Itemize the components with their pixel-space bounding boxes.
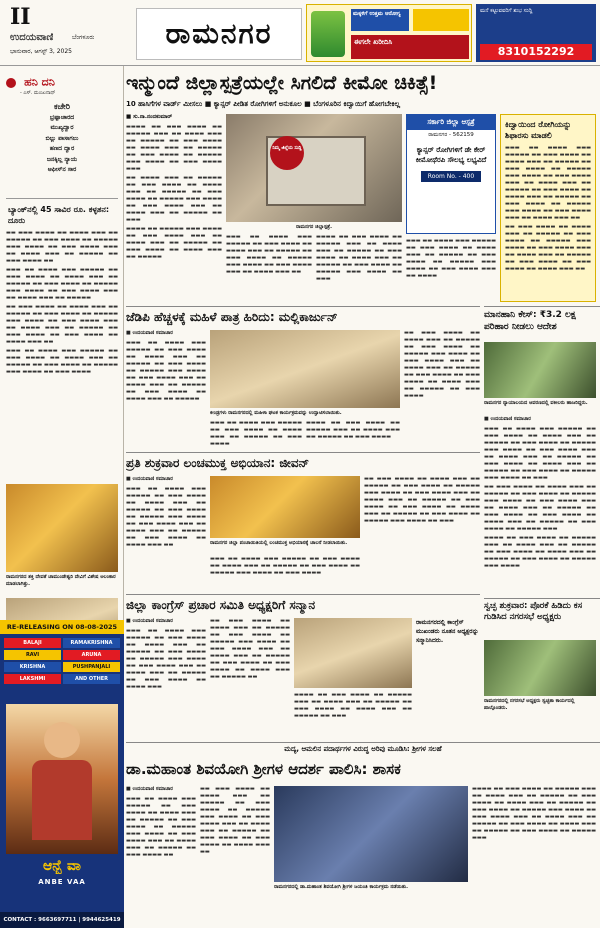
main-body-col4: ▬▬▬ ▬▬ ▬▬▬▬ ▬▬▬ ▬▬▬▬▬ ▬▬ ▬▬▬ ▬▬▬▬ ▬▬ ▬▬▬▬ ▬▬▬ ▬▬ ▬▬▬▬▬ ▬▬ ▬▬▬ ▬▬▬▬ ▬▬ ▬▬▬▬▬ ▬▬▬ ▬▬▬▬ ▬▬ ▬▬▬ ▬▬▬▬ ▬▬▬ ▬▬ ▬▬▬▬ xyxy=(406,238,496,279)
infobox-room: Room No. - 400 xyxy=(421,171,481,182)
story2-body-col2: ▬▬▬ ▬▬ ▬▬▬▬ ▬▬▬ ▬▬▬▬▬ ▬▬ ▬▬▬ ▬▬▬▬ ▬▬ ▬▬▬▬ ▬▬▬ ▬▬ ▬▬▬▬▬ ▬▬ ▬▬▬ ▬▬▬▬ xyxy=(210,420,302,447)
story3-byline: ■ ಉದಯವಾಣಿ ಸಮಾಚಾರ xyxy=(484,416,531,422)
ad-banner-strip xyxy=(413,9,469,31)
hospital-photo-caption: ರಾಮನಗರ ಜಿಲ್ಲಾಸ್ಪತ್ರೆ. xyxy=(296,224,332,230)
main-byline: ■ ಸು.ನಾ.ನಂದಕುಮಾರ್ xyxy=(126,114,173,120)
masthead-ad-health xyxy=(306,4,472,62)
story4-body-col1: ▬▬▬ ▬▬ ▬▬▬▬ ▬▬▬ ▬▬▬▬▬ ▬▬ ▬▬▬ ▬▬▬▬ ▬▬ ▬▬▬▬ ▬▬▬ ▬▬ ▬▬▬▬▬ ▬▬ ▬▬▬ ▬▬▬▬ ▬▬ ▬▬▬▬▬ ▬▬▬ ▬▬▬▬ ▬▬ ▬▬▬ ▬▬▬▬ ▬▬▬ ▬▬ ▬▬▬▬ ▬▬▬ ▬▬ ▬▬▬▬▬ ▬▬ ▬▬▬ ▬▬▬▬ ▬▬ ▬▬▬▬ ▬▬▬ ▬▬ xyxy=(126,486,206,548)
hanidani-title: ಹನಿ ದನಿ xyxy=(24,75,55,89)
story2-byline: ■ ಉದಯವಾಣಿ ಸಮಾಚಾರ xyxy=(126,330,173,336)
story7-header xyxy=(126,756,600,782)
theatre-name: ARUNA xyxy=(63,650,120,660)
story4-headline: ಪ್ರತಿ ಶುಕ್ರವಾರ ಲಂಚಮುಕ್ತ ಅಭಿಯಾನ: ಜೀವನ್ xyxy=(126,456,310,470)
story5-headline: ಸ್ವಚ್ಛ ಶುಕ್ರವಾರ: ಪೊರಕೆ ಹಿಡಿದು ಕಸ ಗುಡಿಸಿದ ನಗರಸಭೆ ಅಧ್ಯಕ್ಷರು xyxy=(484,601,583,622)
story2-body-col3: ▬▬▬▬ ▬▬ ▬▬▬ ▬▬▬▬ ▬▬ ▬▬▬▬▬ ▬▬▬ ▬▬ ▬▬▬▬ ▬▬▬ ▬▬ ▬▬▬▬▬ ▬▬ ▬▬▬ ▬▬▬▬ xyxy=(306,420,400,440)
kidwai-sidebox xyxy=(500,114,596,302)
poem-line: ಮುಖ್ಯದ್ವಾರ xyxy=(50,124,74,131)
movie-poster-actor xyxy=(6,704,118,854)
main-subhead: 10 ಹಾಸಿಗೆಗಳ ವಾರ್ಡ್ ಮೀಸಲು ■ ಕ್ಯಾನ್ಸರ್ ಪೀಡಿತ ರೋಗಿಗಳಿಗೆ ಅನುಕೂಲ ■ ಬೆಂಗಳೂರಿನ ಕಿದ್ವಾಯಿಗೆ ಹೋಗಬೇಕಿಲ್ಲ xyxy=(126,100,401,108)
infobox-body: ಕ್ಯಾನ್ಸರ್ ರೋಗಿಗಳಿಗೆ ಡೇ ಕೇರ್ ಕೀಮೋಥೆರಪಿ ಸೌಲಭ್ಯ ಲಭ್ಯವಿದೆ xyxy=(415,146,487,164)
story7-body-col1: ▬▬▬ ▬▬ ▬▬▬▬ ▬▬▬ ▬▬▬▬▬ ▬▬ ▬▬▬ ▬▬▬▬ ▬▬ ▬▬▬▬ ▬▬▬ ▬▬ ▬▬▬▬▬ ▬▬ ▬▬▬ ▬▬▬▬ ▬▬ ▬▬▬▬▬ ▬▬▬ ▬▬▬▬ ▬▬ ▬▬▬ ▬▬▬▬ ▬▬▬ ▬▬ ▬▬▬▬ ▬▬▬ ▬▬ ▬▬▬▬▬ ▬▬ ▬▬▬ ▬▬▬▬ ▬▬ xyxy=(126,796,196,858)
theatre-name: RAMAKRISHNA xyxy=(63,638,120,648)
story4-body-col3: ▬▬ ▬▬▬ ▬▬▬▬ ▬▬ ▬▬▬▬ ▬▬▬ ▬▬ ▬▬▬▬▬ ▬▬ ▬▬▬ ▬▬▬▬ ▬▬ ▬▬▬▬▬ ▬▬▬ ▬▬▬▬ ▬▬ ▬▬▬ ▬▬▬▬ ▬▬▬ ▬▬ ▬▬▬▬ ▬▬▬ ▬▬ ▬▬▬▬▬ ▬▬ ▬▬▬ ▬▬▬▬ ▬▬ ▬▬▬ ▬▬▬▬ ▬▬ ▬▬▬▬ ▬▬▬ ▬▬ ▬▬▬▬▬ ▬▬ ▬▬▬ ▬▬▬▬ ▬▬ ▬▬▬▬▬ ▬▬▬ ▬▬▬▬ ▬▬ ▬▬▬ xyxy=(364,476,480,524)
movie-title: ಆನ್ಬೆ ವಾ xyxy=(43,858,81,874)
story2-body-col1: ▬▬▬ ▬▬ ▬▬▬▬ ▬▬▬ ▬▬▬▬▬ ▬▬ ▬▬▬ ▬▬▬▬ ▬▬ ▬▬▬▬ ▬▬▬ ▬▬ ▬▬▬▬▬ ▬▬ ▬▬▬ ▬▬▬▬ ▬▬ ▬▬▬▬▬ ▬▬▬ ▬▬▬▬ ▬▬ ▬▬▬ ▬▬▬▬ ▬▬▬ ▬▬ ▬▬▬▬ ▬▬▬ ▬▬ ▬▬▬▬▬ ▬▬ ▬▬▬ ▬▬▬▬ ▬▬ ▬▬▬▬ ▬▬▬ ▬▬ ▬▬▬▬▬ xyxy=(126,340,206,402)
poem-line: ಜನಕ್ಕಿಲ್ಲ ನ್ಯಾಯ xyxy=(46,155,78,163)
poem-line: ಬಿಲ್ಲು ಪಾಸಾಗಲು xyxy=(45,134,79,142)
sidebox-headline: ಕಿದ್ವಾಯಿಂದ ರೋಗಿಯನ್ನು ಶಿಫಾರಸು ಮಾಡಲಿ xyxy=(505,120,572,140)
district-news-stamp: ನಿಮ್ಮ ಜಿಲ್ಲೆಯ ಸುದ್ದಿ xyxy=(270,136,304,170)
story6-tagline: ಮದ್ಯ, ಆಮಲಿನ ಪದಾರ್ಥಗಳ ವಿರುದ್ಧ ಅರಿವು ಮೂಡಿಸಿ: ಶ್ರೀಗಳ ಸಲಹೆ xyxy=(126,742,600,754)
brief1-headline: ಬ್ಯಾಂಕ್‌ನಲ್ಲಿ 45 ಸಾವಿರ ರೂ. ಕಳ್ಳತನ: ದೂರು xyxy=(8,205,110,225)
story7-body-col3: ▬▬▬▬ ▬▬ ▬▬▬ ▬▬▬▬ ▬▬ ▬▬▬▬▬ ▬▬▬ ▬▬ ▬▬▬▬ ▬▬▬ ▬▬ ▬▬▬▬▬ ▬▬ ▬▬▬ ▬▬▬▬ ▬▬ ▬▬▬▬ ▬▬▬ ▬▬ ▬▬▬▬▬ ▬▬ ▬▬▬ ▬▬▬▬ ▬▬ ▬▬▬▬▬ ▬▬▬ ▬▬▬▬ ▬▬ ▬▬▬ ▬▬▬▬ ▬▬▬ ▬▬ ▬▬▬▬ ▬▬▬ ▬▬ ▬▬▬▬▬ ▬▬ ▬▬▬ ▬▬▬▬ ▬▬ ▬▬▬▬ ▬▬▬ ▬▬ ▬▬▬▬▬ ▬▬ ▬▬▬ ▬▬▬▬ ▬▬ ▬▬▬▬▬ ▬▬▬ xyxy=(472,786,596,841)
story5-photo xyxy=(484,640,596,696)
brief1-body: ▬▬ ▬▬▬ ▬▬▬▬ ▬▬ ▬▬▬▬ ▬▬▬ ▬▬ ▬▬▬▬▬ ▬▬ ▬▬▬ ▬▬▬▬ ▬▬ ▬▬▬▬▬ ▬▬▬ ▬▬▬▬ ▬▬ ▬▬▬ ▬▬▬▬ ▬▬▬ ▬▬ ▬▬▬▬ ▬▬▬ ▬▬ ▬▬▬▬▬ ▬▬ ▬▬▬ ▬▬▬▬ ▬▬ ▬▬▬ ▬▬ ▬▬▬▬ ▬▬▬ ▬▬▬▬▬ ▬▬ ▬▬▬ ▬▬▬▬ ▬▬ ▬▬▬▬ ▬▬▬ ▬▬ ▬▬▬▬▬ ▬▬ ▬▬▬ ▬▬▬▬ ▬▬ ▬▬▬▬▬ ▬▬▬ ▬▬▬▬ ▬▬ ▬▬▬ ▬▬▬▬ ▬▬▬ ▬▬ ▬▬▬▬ ▬▬▬ ▬▬ ▬▬▬▬▬ ▬▬ ▬▬▬ ▬▬▬▬ ▬▬ ▬▬▬▬ ▬▬▬ ▬▬ ▬▬▬▬▬ ▬▬ ▬▬▬ ▬▬▬▬ ▬▬ ▬▬▬▬▬ ▬▬▬ ▬▬▬▬ ▬▬ ▬▬▬ ▬▬▬▬ ▬▬▬ ▬▬ ▬▬▬▬ ▬▬▬ ▬▬ ▬▬▬▬▬ ▬▬ ▬▬▬ ▬▬▬▬ ▬▬ ▬▬▬ ▬▬▬▬ ▬▬ ▬▬▬▬ ▬▬▬ ▬▬ ▬▬▬ ▬▬ ▬▬▬▬ ▬▬▬ ▬▬▬▬▬ ▬▬ ▬▬▬ ▬▬▬▬ ▬▬ ▬▬▬▬ ▬▬▬ ▬▬ ▬▬▬▬▬ ▬▬ ▬▬▬ ▬▬▬▬ ▬▬ ▬▬▬▬▬ ▬▬▬ ▬▬▬▬ ▬▬ ▬▬▬ ▬▬▬▬ xyxy=(6,230,118,375)
theatre-name: LAKSHMI xyxy=(4,674,61,684)
story4-byline: ■ ಉದಯವಾಣಿ ಸಮಾಚಾರ xyxy=(126,476,173,482)
story6-side-note: ರಾಮನಗರದಲ್ಲಿ ಕಾಂಗ್ರೆಸ್ ಮುಖಂಡರು ನೂತನ ಅಧ್ಯಕ್ಷರನ್ನು ಸನ್ಮಾನಿಸಿದರು. xyxy=(416,619,479,644)
movie-ad xyxy=(0,620,124,928)
story5-caption: ರಾಮನಗರದಲ್ಲಿ ನಗರಸಭೆ ಅಧ್ಯಕ್ಷರು ಸ್ವಚ್ಛತಾ ಕಾರ್ಯದಲ್ಲಿ ಪಾಲ್ಗೊಂಡರು. xyxy=(484,698,575,711)
rerelease-banner: RE-RELEASING ON 08-08-2025 xyxy=(0,620,124,634)
infobox-subtitle: ರಾಮನಗರ - 562159 xyxy=(428,132,474,138)
actor-face xyxy=(44,722,80,758)
story4-header xyxy=(126,452,480,474)
poem xyxy=(6,102,118,198)
ad-line-2: ಈಗಲೇ ಖರೀದಿಸಿ xyxy=(351,35,469,59)
hanidani-author: - ಎಸ್. ಮಂಜುನಾಥ್ xyxy=(20,90,56,96)
story3-photo xyxy=(484,342,596,398)
hanidani-header xyxy=(6,72,118,90)
flower-icon xyxy=(6,78,16,88)
story2-headline: ಜೆಡಿಪಿ ಹೆಚ್ಚಳಕ್ಕೆ ಮಹಿಳೆ ಪಾತ್ರ ಹಿರಿದು: ಮಲ್ಲಿಕಾರ್ಜುನ್ xyxy=(126,310,338,324)
story2-header xyxy=(126,306,480,328)
story2-photo xyxy=(210,330,400,408)
story2-body-col4: ▬▬ ▬▬▬ ▬▬▬▬ ▬▬ ▬▬▬▬ ▬▬▬ ▬▬ ▬▬▬▬▬ ▬▬ ▬▬▬ ▬▬▬▬ ▬▬ ▬▬▬▬▬ ▬▬▬ ▬▬▬▬ ▬▬ ▬▬▬ ▬▬▬▬ ▬▬▬ ▬▬ ▬▬▬▬ ▬▬▬ ▬▬ ▬▬▬▬▬ ▬▬ ▬▬▬ ▬▬▬▬ ▬▬ ▬▬▬ ▬▬▬▬ ▬▬ ▬▬▬▬ ▬▬▬ ▬▬ ▬▬▬▬▬ ▬▬ ▬▬▬ ▬▬▬▬ xyxy=(404,330,480,399)
movie-contact: CONTACT : 9663697711 | 9944625419 xyxy=(0,912,124,928)
story6-photo xyxy=(294,618,412,688)
story7-byline: ■ ಉದಯವಾಣಿ ಸಮಾಚಾರ xyxy=(126,786,173,792)
story6-byline: ■ ಉದಯವಾಣಿ ಸಮಾಚಾರ xyxy=(126,618,173,624)
story4-photo xyxy=(210,476,360,538)
story7-caption: ರಾಮನಗರದಲ್ಲಿ ಡಾ.ಮಹಾಂತ ಶಿವಯೋಗಿ ಶ್ರೀಗಳ ಜಯಂತಿ ಕಾರ್ಯಕ್ರಮ ನಡೆಯಿತು. xyxy=(274,884,409,890)
masthead xyxy=(0,0,600,66)
temple-deity-photo xyxy=(6,484,118,572)
story3-header xyxy=(484,306,600,340)
poem-line: ಭ್ರಷ್ಟಾಚಾರದ xyxy=(49,113,75,121)
print-registration-marks xyxy=(150,912,210,920)
ad2-phone: 8310152292 xyxy=(480,44,592,60)
story7-headline: ಡಾ.ಮಹಾಂತ ಶಿವಯೋಗಿ ಶ್ರೀಗಳ ಆದರ್ಶ ಪಾಲಿಸಿ: ಶಾಸಕ xyxy=(126,760,401,778)
actor-body xyxy=(32,760,92,840)
ad2-tagline: ಮನೆ ಕಟ್ಟುವವರಿಗೆ ಶುಭ ಸುದ್ದಿ xyxy=(480,8,533,14)
poem-line: ಹಣದ ದ್ವಾರ xyxy=(49,145,75,152)
story6-header xyxy=(126,594,480,616)
main-body-col2: ▬▬▬ ▬▬ ▬▬▬▬ ▬▬▬ ▬▬▬▬▬ ▬▬ ▬▬▬ ▬▬▬▬ ▬▬ ▬▬▬▬ ▬▬▬ ▬▬ ▬▬▬▬▬ ▬▬ ▬▬▬ ▬▬▬▬ ▬▬ ▬▬▬▬▬ ▬▬▬ ▬▬▬▬ ▬▬ ▬▬▬ ▬▬▬▬ ▬▬▬ ▬▬ ▬▬▬▬ ▬▬▬ ▬▬ xyxy=(226,234,312,275)
section-title: ರಾಮನಗರ xyxy=(165,17,273,50)
section-title-box xyxy=(136,8,302,60)
story6-body-col3: ▬▬▬▬ ▬▬ ▬▬▬ ▬▬▬▬ ▬▬ ▬▬▬▬▬ ▬▬▬ ▬▬ ▬▬▬▬ ▬▬▬ ▬▬ ▬▬▬▬▬ ▬▬ ▬▬▬ ▬▬▬▬ ▬▬ ▬▬▬▬ ▬▬▬ ▬▬ ▬▬▬▬▬ ▬▬ ▬▬▬ xyxy=(294,692,412,719)
issue-date: ಭಾನುವಾರ, ಆಗಸ್ಟ್ 3, 2025 xyxy=(10,48,72,55)
story6-body-col1: ▬▬▬ ▬▬ ▬▬▬▬ ▬▬▬ ▬▬▬▬▬ ▬▬ ▬▬▬ ▬▬▬▬ ▬▬ ▬▬▬▬ ▬▬▬ ▬▬ ▬▬▬▬▬ ▬▬ ▬▬▬ ▬▬▬▬ ▬▬ ▬▬▬▬▬ ▬▬▬ ▬▬▬▬ ▬▬ ▬▬▬ ▬▬▬▬ ▬▬▬ ▬▬ ▬▬▬▬ ▬▬▬ ▬▬ ▬▬▬▬▬ ▬▬ ▬▬▬ ▬▬▬▬ ▬▬ ▬▬▬▬ ▬▬▬ xyxy=(126,628,206,690)
theatre-name: KRISHNA xyxy=(4,662,61,672)
story4-caption: ರಾಮನಗರ ಜಿಲ್ಲಾ ಪಂಚಾಯಿತಿಯಲ್ಲಿ ಲಂಚಮುಕ್ತ ಅಭಿಯಾನಕ್ಕೆ ಚಾಲನೆ ನೀಡಲಾಯಿತು. xyxy=(210,540,348,546)
main-headline-band xyxy=(126,68,600,98)
story6-headline: ಜಿಲ್ಲಾ ಕಾಂಗ್ರೆಸ್ ಪ್ರಚಾರ ಸಮಿತಿ ಅಧ್ಯಕ್ಷರಿಗೆ ಸನ್ಮಾನ xyxy=(126,598,315,612)
story3-body: ▬▬▬ ▬▬ ▬▬▬▬ ▬▬▬ ▬▬▬▬▬ ▬▬ ▬▬▬ ▬▬▬▬ ▬▬ ▬▬▬▬ ▬▬▬ ▬▬ ▬▬▬▬▬ ▬▬ ▬▬▬ ▬▬▬▬ ▬▬ ▬▬▬▬▬ ▬▬▬ ▬▬▬▬ ▬▬ ▬▬▬ ▬▬▬▬ ▬▬▬ ▬▬ ▬▬▬▬ ▬▬▬ ▬▬ ▬▬▬▬▬ ▬▬ ▬▬▬ ▬▬▬▬ ▬▬ ▬▬▬▬ ▬▬▬ ▬▬ ▬▬▬▬▬ ▬▬ ▬▬▬ ▬▬▬▬ ▬▬ ▬▬▬▬▬ ▬▬▬ ▬▬▬▬ ▬▬ ▬▬▬ ▬▬ ▬▬▬ ▬▬▬▬ ▬▬ ▬▬▬▬ ▬▬▬ ▬▬ ▬▬▬▬▬ ▬▬ ▬▬▬ ▬▬▬▬ ▬▬ ▬▬▬▬▬ ▬▬▬ ▬▬▬▬ ▬▬ ▬▬▬ ▬▬▬▬ ▬▬▬ ▬▬ ▬▬▬▬ ▬▬▬ ▬▬ ▬▬▬▬▬ ▬▬ ▬▬▬ ▬▬▬▬ ▬▬ ▬▬▬ ▬▬▬▬ ▬▬ ▬▬▬▬ ▬▬▬ ▬▬ ▬▬▬▬▬ ▬▬ ▬▬▬ ▬▬▬▬ ▬▬ ▬▬▬▬▬ ▬▬▬ ▬▬▬▬ ▬▬ ▬▬▬ ▬▬▬▬ ▬▬ ▬▬▬▬▬ ▬▬▬ ▬▬ ▬▬▬▬ ▬▬▬ ▬▬ ▬▬▬▬▬ ▬▬ ▬▬▬ ▬▬▬▬ ▬▬ ▬▬▬▬ ▬▬▬ ▬▬ ▬▬▬▬▬ ▬▬ ▬▬▬ ▬▬▬▬ ▬▬ ▬▬▬▬▬ ▬▬▬ ▬▬▬▬ xyxy=(484,426,596,569)
masthead-ad-builder xyxy=(476,4,596,62)
theatre-name: AND OTHER xyxy=(63,674,120,684)
edition-city: ಬೆಂಗಳೂರು xyxy=(72,34,95,41)
temple-photo-caption: ರಾಮನಗರದ ಶಕ್ತಿ ದೇವತೆ ಚಾಮುಂಡೇಶ್ವರಿ ದೇವಿಗೆ ವಿಶೇಷ ಅಲಂಕಾರ ಮಾಡಲಾಗಿತ್ತು. xyxy=(6,574,116,587)
paper-name: ಉದಯವಾಣಿ xyxy=(10,32,54,43)
divider xyxy=(6,198,118,199)
main-body-col1: ▬▬▬▬ ▬▬ ▬▬▬ ▬▬▬▬ ▬▬ ▬▬▬▬▬ ▬▬▬ ▬▬ ▬▬▬▬ ▬▬▬ ▬▬ ▬▬▬▬▬ ▬▬ ▬▬▬ ▬▬▬▬ ▬▬ ▬▬▬▬ ▬▬▬ ▬▬ ▬▬▬▬▬ ▬▬ ▬▬▬ ▬▬▬▬ ▬▬ ▬▬▬▬▬ ▬▬▬ ▬▬▬▬ ▬▬ ▬▬▬ ▬▬▬▬ ▬▬▬ ▬▬ ▬▬▬▬ ▬▬▬ ▬▬ ▬▬▬▬▬ ▬▬ ▬▬▬ ▬▬▬▬ ▬▬ ▬▬▬▬ ▬▬▬ ▬▬ ▬▬▬▬▬ ▬▬ ▬▬▬ ▬▬▬▬ ▬▬ ▬▬▬▬▬ ▬▬▬ ▬▬▬▬ ▬▬ ▬▬▬ ▬▬▬▬ ▬▬▬ ▬▬ ▬▬▬▬ ▬▬▬ ▬▬ ▬▬▬▬▬ ▬▬ ▬▬▬ ▬▬▬▬ ▬▬ ▬▬▬▬▬ ▬▬▬ ▬▬▬▬ ▬▬ ▬▬▬ ▬▬▬▬ ▬▬▬ ▬▬ ▬▬▬▬ ▬▬▬ ▬▬ ▬▬▬▬▬ ▬▬ ▬▬▬ ▬▬▬▬ ▬▬ ▬▬▬▬ ▬▬▬ ▬▬ ▬▬▬▬▬ xyxy=(126,124,222,260)
product-pack-image xyxy=(311,11,345,57)
theatre-grid xyxy=(4,638,120,700)
movie-title-en: ANBE VAA xyxy=(38,878,86,886)
hospital-photo xyxy=(226,114,402,222)
ad-line-1: ಮಕ್ಕಳಿಗೆ ಉತ್ತಮ ಆರೋಗ್ಯ xyxy=(351,9,409,31)
story7-body-col2: ▬▬ ▬▬▬ ▬▬▬▬ ▬▬ ▬▬▬▬ ▬▬▬ ▬▬ ▬▬▬▬▬ ▬▬ ▬▬▬ ▬▬▬▬ ▬▬ ▬▬▬▬▬ ▬▬▬ ▬▬▬▬ ▬▬ ▬▬▬ ▬▬▬▬ ▬▬▬ ▬▬ ▬▬▬▬ ▬▬▬ ▬▬ ▬▬▬▬▬ ▬▬ ▬▬▬ ▬▬▬▬ ▬▬ ▬▬▬ ▬▬▬▬ ▬▬ ▬▬▬▬ ▬▬▬ ▬▬ xyxy=(200,786,270,855)
story3-caption: ರಾಮನಗರ ನ್ಯಾಯಾಲಯದ ಆವರಣದಲ್ಲಿ ವಕೀಲರು ಹಾಜರಿದ್ದರು. xyxy=(484,400,588,406)
theatre-name: PUSHPANJALI xyxy=(63,662,120,672)
main-body-col3: ▬▬▬▬ ▬▬ ▬▬▬ ▬▬▬▬ ▬▬ ▬▬▬▬▬ ▬▬▬ ▬▬ ▬▬▬▬ ▬▬▬ ▬▬ ▬▬▬▬▬ ▬▬ ▬▬▬ ▬▬▬▬ ▬▬ ▬▬▬▬ ▬▬▬ ▬▬ ▬▬▬▬▬ ▬▬ ▬▬▬ ▬▬▬▬ ▬▬ ▬▬▬▬▬ ▬▬▬ ▬▬▬▬ ▬▬ ▬▬▬ xyxy=(316,234,402,282)
story3-headline: ಮಾನಹಾನಿ ಕೇಸ್: ₹3.2 ಲಕ್ಷ ಪರಿಹಾರ ನೀಡಲು ಆದೇಶ xyxy=(484,310,576,332)
story7-photo xyxy=(274,786,468,882)
theatre-name: BALAJI xyxy=(4,638,61,648)
hospital-info-box xyxy=(406,114,496,234)
poem-line: ಕಚೇರಿ xyxy=(54,102,70,111)
story6-body-col2: ▬▬ ▬▬▬ ▬▬▬▬ ▬▬ ▬▬▬▬ ▬▬▬ ▬▬ ▬▬▬▬▬ ▬▬ ▬▬▬ ▬▬▬▬ ▬▬ ▬▬▬▬▬ ▬▬▬ ▬▬▬▬ ▬▬ ▬▬▬ ▬▬▬▬ ▬▬▬ ▬▬ ▬▬▬▬ ▬▬▬ ▬▬ ▬▬▬▬▬ ▬▬ ▬▬▬ ▬▬▬▬ ▬▬ ▬▬▬ ▬▬▬▬ ▬▬ ▬▬▬▬ ▬▬▬ ▬▬ ▬▬▬▬▬ ▬▬ xyxy=(210,618,290,680)
sidebox-body: ▬▬▬ ▬▬ ▬▬▬▬ ▬▬▬ ▬▬▬▬▬ ▬▬ ▬▬▬ ▬▬▬▬ ▬▬ ▬▬▬▬ ▬▬▬ ▬▬ ▬▬▬▬▬ ▬▬ ▬▬▬ ▬▬▬▬ ▬▬ ▬▬▬▬▬ ▬▬▬ ▬▬▬▬ ▬▬ ▬▬▬ ▬▬▬▬ ▬▬▬ ▬▬ ▬▬▬▬ ▬▬▬ ▬▬ ▬▬▬▬▬ ▬▬ ▬▬▬ ▬▬▬▬ ▬▬ ▬▬▬▬ ▬▬▬ ▬▬ ▬▬▬▬▬ ▬▬ ▬▬▬ ▬▬▬▬ ▬▬ ▬▬▬▬▬ ▬▬▬ ▬▬▬▬ ▬▬ ▬▬▬ ▬▬▬▬ ▬▬▬ ▬▬ ▬▬▬▬ ▬▬▬ ▬▬ ▬▬ ▬▬▬ ▬▬▬▬ ▬▬ ▬▬▬▬ ▬▬▬ ▬▬ ▬▬▬▬▬ ▬▬ ▬▬▬ ▬▬▬▬ ▬▬ ▬▬▬▬▬ ▬▬▬ ▬▬▬▬ ▬▬ ▬▬▬ ▬▬▬▬ ▬▬▬ ▬▬ ▬▬▬▬ ▬▬▬ ▬▬ ▬▬▬▬▬ ▬▬ ▬▬▬ ▬▬▬▬ ▬▬ ▬▬▬ ▬▬▬▬ ▬▬ ▬▬▬▬ ▬▬▬ ▬▬ xyxy=(505,145,591,272)
story2-caption: ಕೀಂಡ್ರಗಳು ರಾಮನಗರದಲ್ಲಿ ಮಹಿಳಾ ಘಟಕ ಕಾರ್ಯಕ್ರಮವನ್ನು ಉದ್ಘಾಟಿಸಲಾಯಿತು. xyxy=(210,410,342,416)
theatre-name: RAVI xyxy=(4,650,61,660)
page-number: II xyxy=(10,4,31,30)
infobox-title: ಸರ್ಕಾರಿ ಜಿಲ್ಲಾ ಆಸ್ಪತ್ರೆ xyxy=(407,115,495,130)
poem-line: ಆಫೀಸ್‌ನ ಸಾರ xyxy=(47,166,77,173)
story5-header xyxy=(484,598,600,638)
story4-body-col2: ▬▬▬ ▬▬ ▬▬▬▬ ▬▬▬ ▬▬▬▬▬ ▬▬ ▬▬▬ ▬▬▬▬ ▬▬ ▬▬▬▬ ▬▬▬ ▬▬ ▬▬▬▬▬ ▬▬ ▬▬▬ ▬▬▬▬ ▬▬ ▬▬▬▬▬ ▬▬▬ ▬▬▬▬ ▬▬ ▬▬▬ ▬▬▬▬ xyxy=(210,556,360,576)
main-headline: ಇನ್ಮುಂದೆ ಜಿಲ್ಲಾಸ್ಪತ್ರೆಯಲ್ಲೇ ಸಿಗಲಿದೆ ಕೀಮೋ ಚಿಕಿತ್ಸೆ! xyxy=(126,72,438,94)
